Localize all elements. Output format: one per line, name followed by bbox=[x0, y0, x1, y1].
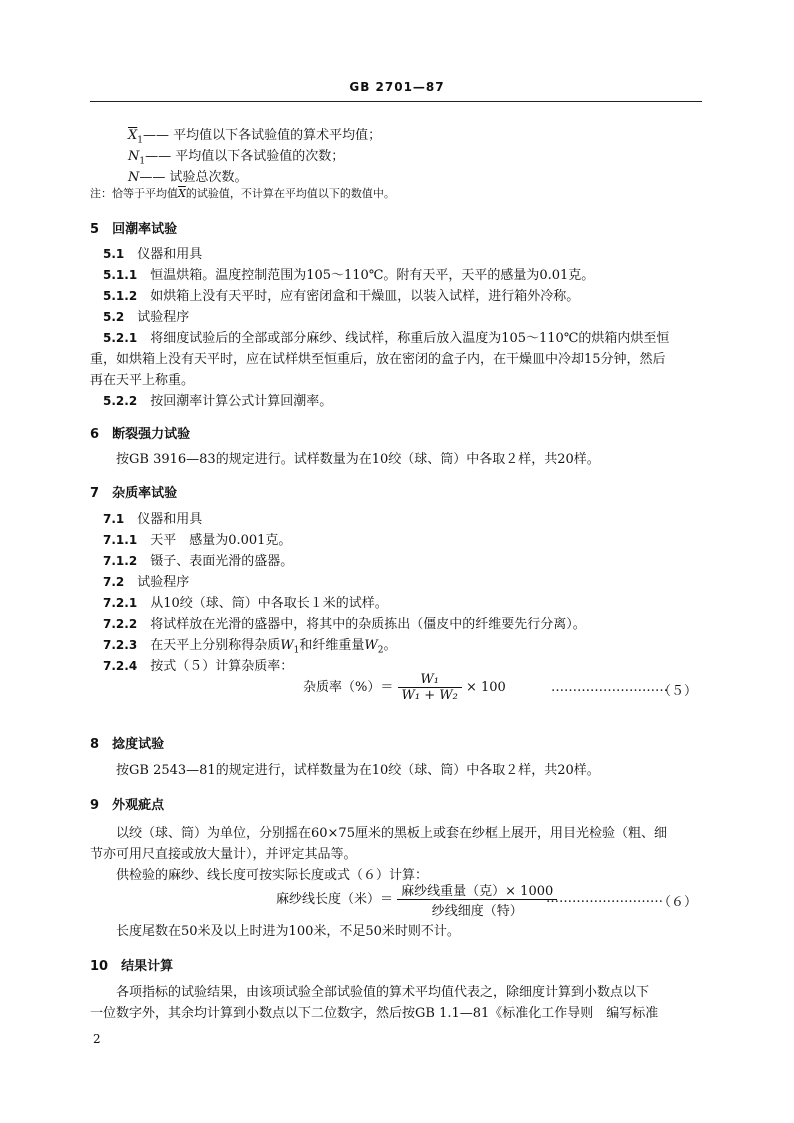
formula-5-leader: ……………………… bbox=[551, 680, 668, 695]
formula-5-number: （５） bbox=[658, 684, 698, 699]
formula-6-leader: ……………………… bbox=[546, 891, 663, 906]
clause-7-1: 7.1 仪器和用具 bbox=[103, 512, 203, 527]
standard-header: GB 2701—87 bbox=[349, 80, 445, 94]
clause-7-1-1: 7.1.1 天平 感量为0.001克。 bbox=[103, 533, 292, 548]
formula-6-lhs: 麻纱线长度（米）＝ bbox=[276, 892, 394, 907]
section-9-p3: 长度尾数在50米及以上时进为100米，不足50米时则不计。 bbox=[116, 924, 460, 939]
formula-6 bbox=[276, 880, 557, 919]
clause-5-2-1-line2: 重，如烘箱上没有天平时，应在试样烘至恒重后，放在密闭的盒子内，在干燥皿中冷却15分钟，然后 bbox=[90, 352, 666, 367]
formula-5-numerator: W₁ bbox=[420, 672, 439, 687]
header-rule bbox=[90, 101, 702, 102]
page-number: 2 bbox=[93, 1032, 101, 1046]
section-10-heading: 10 结果计算 bbox=[90, 959, 174, 974]
definition-n: N—— 试验总次数。 bbox=[128, 170, 248, 185]
section-9-heading: 9 外观疵点 bbox=[90, 798, 165, 813]
section-10-line1: 各项指标的试验结果，由该项试验全部试验值的算术平均值代表之，除细度计算到小数点以下 bbox=[116, 985, 650, 1000]
clause-5-1-1: 5.1.1 恒温烘箱。温度控制范围为105～110℃。附有天平，天平的感量为0.01克。 bbox=[103, 268, 595, 283]
formula-6-fraction bbox=[397, 880, 557, 919]
section-9-p1-line2: 节亦可用尺直接或放大量计），并评定其品等。 bbox=[90, 847, 357, 862]
definition-x1: $\overline{X}_1——$ 平均值以下各试验值的算术平均值； bbox=[128, 128, 382, 146]
section-6-heading: 6 断裂强力试验 bbox=[90, 427, 191, 442]
clause-5-2-2: 5.2.2 按回潮率计算公式计算回潮率。 bbox=[103, 394, 333, 409]
formula-6-numerator: 麻纱线重量（克）× 1000 bbox=[401, 884, 554, 899]
section-10-line2: 一位数字外，其余均计算到小数点以下二位数字，然后按GB 1.1—81《标准化工作导则 编写标准 bbox=[90, 1006, 659, 1021]
definition-n1: $N_1——$ 平均值以下各试验值的次数； bbox=[128, 149, 345, 167]
clause-7-2-4: 7.2.4 按式（５）计算杂质率： bbox=[103, 659, 294, 674]
clause-7-2-3: 7.2.3 在天平上分别称得杂质$W_1$和纤维重量$W_2$。 bbox=[103, 638, 397, 656]
clause-5-2-1: 5.2.1 将细度试验后的全部或部分麻纱、线试样，称重后放入温度为105～110℃的烘箱内烘至恒 bbox=[103, 331, 670, 346]
formula-5-denominator: W₁ + W₂ bbox=[398, 687, 462, 703]
section-7-heading: 7 杂质率试验 bbox=[90, 486, 178, 501]
section-8-heading: 8 捻度试验 bbox=[90, 737, 165, 752]
formula-5 bbox=[303, 672, 506, 703]
clause-5-2: 5.2 试验程序 bbox=[103, 310, 190, 325]
clause-5-1-2: 5.1.2 如烘箱上没有天平时，应有密闭盒和干燥皿，以装入试样，进行箱外冷称。 bbox=[103, 289, 580, 304]
formula-5-fraction bbox=[398, 672, 462, 703]
section-6-text: 按GB 3916—83的规定进行。试样数量为在10绞（球、筒）中各取２样，共20样。 bbox=[116, 452, 600, 467]
clause-7-2-2: 7.2.2 将试样放在光滑的盛器中，将其中的杂质拣出（僵皮中的纤维要先行分离）。 bbox=[103, 617, 586, 632]
clause-7-2-1: 7.2.1 从10绞（球、筒）中各取长１米的试样。 bbox=[103, 596, 388, 611]
section-8-text: 按GB 2543—81的规定进行，试样数量为在10绞（球、筒）中各取２样，共20样。 bbox=[116, 763, 600, 778]
section-5-heading: 5 回潮率试验 bbox=[90, 222, 178, 237]
section-9-p1-line1: 以绞（球、筒）为单位，分别摇在60×75厘米的黑板上或套在纱框上展开，用目光检验（粗、细 bbox=[116, 826, 667, 841]
formula-5-lhs: 杂质率（%）＝ bbox=[303, 680, 394, 695]
formula-6-number: （６） bbox=[658, 895, 698, 910]
clause-5-1: 5.1 仪器和用具 bbox=[103, 247, 203, 262]
clause-7-1-2: 7.1.2 镊子、表面光滑的盛器。 bbox=[103, 554, 294, 569]
note: 注：恰等于平均值$\overline{X}$的试验值，不计算在平均值以下的数值中。 bbox=[90, 187, 395, 200]
section-9-p2: 供检验的麻纱、线长度可按实际长度或式（６）计算： bbox=[116, 868, 429, 883]
clause-5-2-1-line3: 再在天平上称重。 bbox=[90, 373, 195, 388]
formula-5-times: × 100 bbox=[465, 680, 506, 695]
clause-7-2: 7.2 试验程序 bbox=[103, 575, 190, 590]
formula-6-denominator: 纱线细度（特） bbox=[397, 899, 557, 919]
